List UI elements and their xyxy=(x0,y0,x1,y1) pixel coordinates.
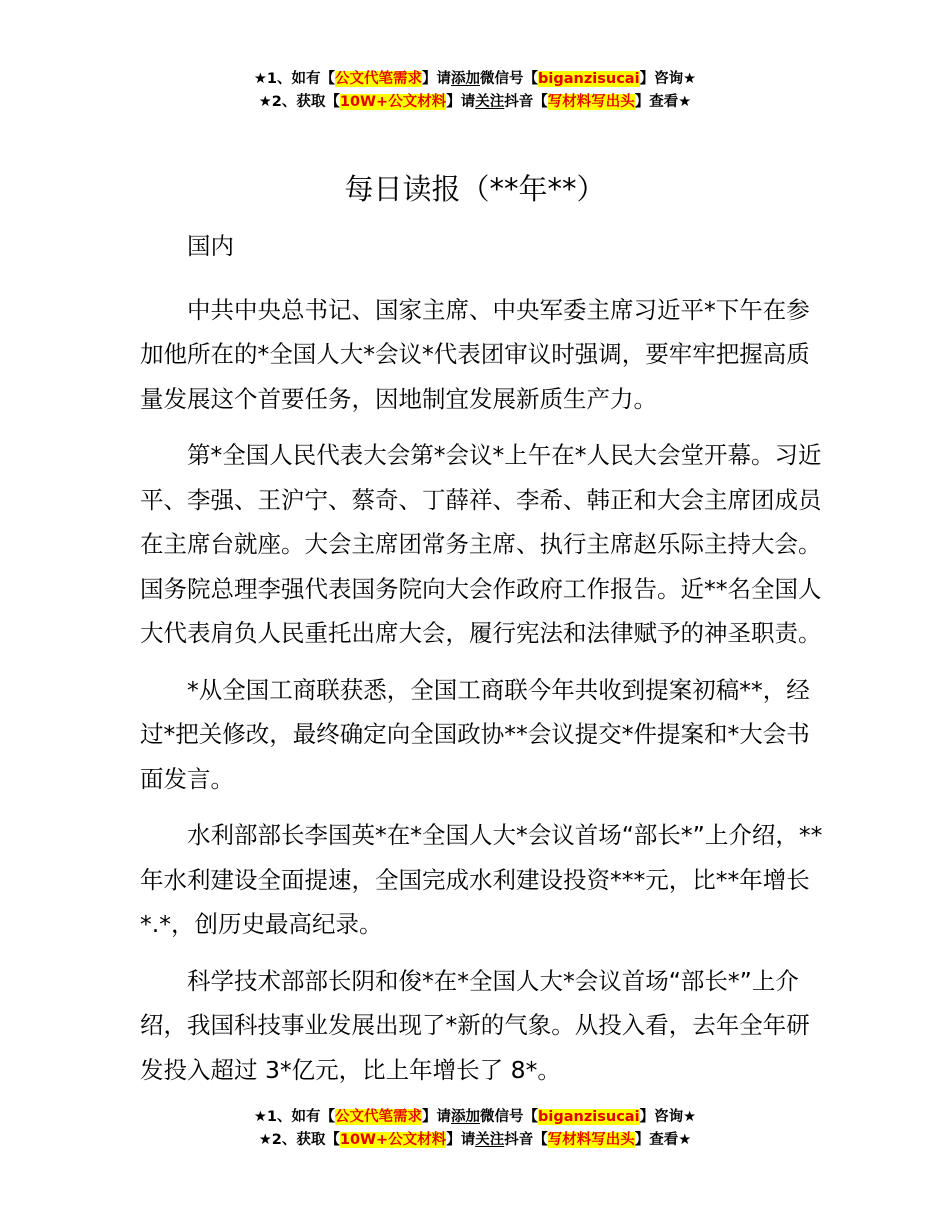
banner-line-1 xyxy=(0,68,950,91)
banner-bracket: 【 xyxy=(320,71,336,87)
banner-bracket: 【 xyxy=(523,71,539,87)
banner-highlight: biganzisucai xyxy=(538,71,640,87)
banner-bracket: 【 xyxy=(523,1109,539,1125)
banner-highlight: 10W+公文材料 xyxy=(339,94,447,110)
banner-underlined-text: 添加 xyxy=(451,71,481,87)
banner-underlined-text: 添加 xyxy=(451,1109,481,1125)
banner-bracket: 】 xyxy=(422,1109,437,1125)
footer-banner xyxy=(0,1106,950,1152)
banner-underlined-text: 关注 xyxy=(475,94,505,110)
banner-text: 请 xyxy=(460,94,476,110)
banner-bracket: 【 xyxy=(325,1132,340,1148)
banner-text: 抖音 xyxy=(504,1132,534,1148)
paragraph: 第*全国人民代表大会第*会议*上午在*人民大会堂开幕。习近平、李强、王沪宁、蔡奇、丁薛祥、李希、韩正和大会主席团成员在主席台就座。大会主席团常务主席、执行主席赵乐际主持大会。国务院总理李强代表国务院向大会作政府工作报告。近**名全国人大代表肩负人民重托出席大会，履行宪法和法律赋予的神圣职责。 xyxy=(140,441,822,647)
banner-text: 请 xyxy=(460,1132,476,1148)
banner-text: 抖音 xyxy=(504,94,534,110)
paragraph: *从全国工商联获悉，全国工商联今年共收到提案初稿**，经过*把关修改，最终确定向全国政协**会议提交*件提案和*大会书面发言。 xyxy=(140,675,810,793)
banner-line-2 xyxy=(0,91,950,114)
paragraph: 科学技术部部长阴和俊*在*全国人大*会议首场“部长*”上介绍，我国科技事业发展出现了*新的气象。从投入看，去年全年研发投入超过 3*亿元，比上年增长了 8*。 xyxy=(140,966,810,1084)
banner-bracket: 【 xyxy=(320,1109,336,1125)
banner-bracket: 】 xyxy=(639,71,655,87)
banner-text: ★2、获取 xyxy=(258,94,326,110)
banner-bracket: 】 xyxy=(639,1109,655,1125)
banner-bracket: 】 xyxy=(446,1132,461,1148)
banner-text: ★1、如有 xyxy=(253,1109,321,1125)
banner-text: ★1、如有 xyxy=(253,71,321,87)
banner-text: 微信号 xyxy=(480,71,524,87)
banner-highlight: 公文代笔需求 xyxy=(335,71,423,87)
section-heading: 国内 xyxy=(187,232,234,260)
banner-text: ★2、获取 xyxy=(258,1132,326,1148)
paragraph: 水利部部长李国英*在*全国人大*会议首场“部长*”上介绍，**年水利建设全面提速，全国完成水利建设投资***元，比**年增长*.*，创历史最高纪录。 xyxy=(140,821,823,938)
banner-text: 请 xyxy=(436,1109,452,1125)
banner-text: 请 xyxy=(436,71,452,87)
banner-bracket: 】 xyxy=(446,94,461,110)
banner-text: 咨询★ xyxy=(654,1109,697,1125)
banner-bracket: 】 xyxy=(422,71,437,87)
banner-highlight: 10W+公文材料 xyxy=(339,1132,447,1148)
banner-underlined-text: 关注 xyxy=(475,1132,505,1148)
paragraph: 中共中央总书记、国家主席、中央军委主席习近平*下午在参加他所在的*全国人大*会议*代表团审议时强调，要牢牢把握高质量发展这个首要任务，因地制宜发展新质生产力。 xyxy=(140,295,810,413)
banner-highlight: biganzisucai xyxy=(538,1109,640,1125)
banner-highlight: 公文代笔需求 xyxy=(335,1109,423,1125)
banner-bracket: 【 xyxy=(325,94,340,110)
banner-bracket: 【 xyxy=(533,1132,548,1148)
banner-highlight: 写材料写出头 xyxy=(547,1132,635,1148)
banner-text: 咨询★ xyxy=(654,71,697,87)
banner-bracket: 】 xyxy=(634,94,650,110)
banner-text: 查看★ xyxy=(649,1132,692,1148)
header-banner xyxy=(0,68,950,114)
document-title: 每日读报（**年**） xyxy=(344,172,606,206)
banner-line-2 xyxy=(0,1129,950,1152)
banner-bracket: 【 xyxy=(533,94,548,110)
document-body xyxy=(140,224,830,1104)
banner-bracket: 】 xyxy=(634,1132,650,1148)
banner-line-1 xyxy=(0,1106,950,1129)
banner-text: 微信号 xyxy=(480,1109,524,1125)
banner-highlight: 写材料写出头 xyxy=(547,94,635,110)
banner-text: 查看★ xyxy=(649,94,692,110)
